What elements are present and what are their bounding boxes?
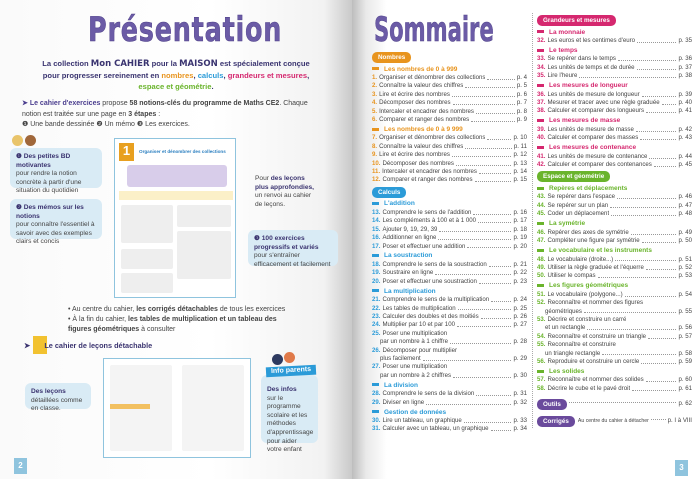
toc-item[interactable]: 30. Lire un tableau, un graphique p. 33 — [372, 417, 527, 424]
toc-corriges[interactable]: Corrigés Au centre du cahier à détacher p. I à VIII — [537, 414, 692, 428]
toc-group-heading: Le vocabulaire et les instruments — [537, 247, 692, 255]
callout-memo: ❷ Des mémos sur les notions pour connaître l'essentiel à savoir avec des exemples clairs et concis — [10, 199, 102, 239]
square-bullet-icon — [537, 84, 544, 87]
toc-section — [537, 169, 692, 393]
toc-item[interactable]: 55. Reconnaître et construire — [537, 341, 616, 349]
square-bullet-icon — [537, 249, 544, 252]
toc-item[interactable]: 39. Les unités de mesure de masse p. 42 — [537, 125, 692, 133]
square-bullet-icon — [537, 370, 544, 373]
callout-exercices: ❸ 100 exercices progressifs et variés pour s'entraîner efficacement et facilement — [248, 230, 338, 266]
page-number: 3 — [675, 460, 688, 476]
toc-item[interactable]: 44. Se repérer sur un plan p. 47 — [537, 201, 692, 209]
toc-item[interactable]: 28. Comprendre le sens de la division p. 31 — [372, 390, 527, 398]
toc-item-continued[interactable]: par un nombre à 1 chiffre p. 28 — [380, 338, 527, 346]
toc-item[interactable]: 2. Connaître la valeur des chiffres p. 5 — [372, 82, 527, 90]
info-parents-badge: Info parents — [266, 365, 317, 378]
square-bullet-icon — [372, 254, 379, 257]
extras-bullets: • Au centre du cahier, les corrigés détachables de tous les exercices • À la fin du cahier, les tables de multiplication et un tableau des figures géométriques à consulter — [68, 306, 286, 333]
square-bullet-icon — [537, 119, 544, 122]
intro-text: La collection Mon CAHIER pour la MAISON est spécialement conçue pour progresser sereinement en nombres, calculs, grandeurs et mesures, espace et géométrie. — [42, 59, 310, 91]
toc-item[interactable]: 43. Se repérer dans l'espace p. 46 — [537, 193, 692, 201]
toc-group-heading: Les solides — [537, 368, 692, 376]
toc-group-heading: Le temps — [537, 47, 692, 55]
kids-illustration — [12, 135, 42, 147]
toc-item[interactable]: 11. Intercaler et encadrer des nombres p. 14 — [372, 168, 527, 176]
toc-item[interactable]: 7. Organiser et dénombrer des collections p. 10 — [372, 134, 527, 142]
toc-item[interactable]: 14. Les compléments à 100 et à 1 000 p. 17 — [372, 217, 527, 225]
toc-item[interactable]: 42. Calculer et comparer des contenances p. 45 — [537, 161, 692, 169]
toc-item[interactable]: 4. Décomposer des nombres p. 7 — [372, 99, 527, 107]
right-page-sommaire — [352, 0, 700, 479]
toc-item[interactable]: 8. Connaître la valeur des chiffres p. 11 — [372, 142, 527, 150]
toc-item[interactable]: 50. Utiliser le compas p. 53 — [537, 272, 692, 280]
toc-column-left — [372, 50, 527, 434]
toc-item[interactable]: 20. Poser et effectuer une soustraction p. 23 — [372, 277, 527, 285]
toc-item[interactable]: 40. Calculer et comparer des masses p. 43 — [537, 134, 692, 142]
toc-item[interactable]: 25. Poser une multiplication — [372, 329, 448, 337]
section-badge: Nombres — [372, 52, 411, 63]
toc-item-continued[interactable]: géométriques p. 55 — [545, 307, 692, 315]
toc-item[interactable]: 19. Soustraire en ligne p. 22 — [372, 269, 527, 277]
toc-item[interactable]: 3. Lire et écrire des nombres p. 6 — [372, 90, 527, 98]
toc-item[interactable]: 57. Reconnaître et nommer des solides p. 60 — [537, 376, 692, 384]
toc-item[interactable]: 46. Repérer des axes de symétrie p. 49 — [537, 228, 692, 236]
toc-item[interactable]: 16. Additionner en ligne p. 19 — [372, 234, 527, 242]
square-bullet-icon — [537, 146, 544, 149]
sample-title: Organiser et dénombrer des collections — [139, 149, 226, 154]
callout-detail: Des leçons détaillées comme en classe. — [25, 383, 91, 409]
toc-item[interactable]: 58. Décrire le cube et le pavé droit p. 61 — [537, 384, 692, 392]
sample-number: 1 — [119, 143, 134, 161]
toc-group-heading: Les mesures de masse — [537, 117, 692, 125]
toc-item[interactable]: 18. Comprendre le sens de la soustraction p. 21 — [372, 260, 527, 268]
toc-outils[interactable]: Outils p. 62 — [537, 397, 692, 411]
toc-group-heading: La division — [372, 382, 527, 390]
section-badge: Calculs — [372, 187, 406, 198]
toc-item-continued[interactable]: plus facilement p. 29 — [380, 354, 527, 362]
toc-group-heading: Les nombres de 0 à 999 — [372, 66, 527, 74]
toc-group-heading: La symétrie — [537, 220, 692, 228]
parents-illustration — [272, 352, 298, 366]
callout-lecons: Pour des leçons plus approfondies, un renvoi au cahier de leçons. — [255, 175, 314, 208]
toc-group-heading: La soustraction — [372, 252, 527, 260]
toc-item[interactable]: 27. Poser une multiplication — [372, 363, 448, 371]
toc-item[interactable]: 12. Comparer et ranger des nombres p. 15 — [372, 176, 527, 184]
toc-item[interactable]: 15. Ajouter 9, 19, 29, 39 p. 18 — [372, 225, 527, 233]
square-bullet-icon — [537, 30, 544, 33]
exercise-description: ➤ Le cahier d'exercices propose 58 notions-clés du programme de Maths CE2. Chaque notion est traitée sur une page en 3 étapes : ❶ Une bande dessinée ❷ Un mémo ❸ Les exercices. — [22, 100, 308, 128]
callout-infos: Des infos sur le programme scolaire et les méthodes d'apprentissage pour aider votre enfant — [261, 375, 318, 443]
toc-item[interactable]: 47. Compléter une figure par symétrie p. 50 — [537, 237, 692, 245]
square-bullet-icon — [537, 284, 544, 287]
toc-item[interactable]: 23. Calculer des doubles et des moitiés p. 26 — [372, 312, 527, 320]
toc-item[interactable]: 17. Poser et effectuer une addition p. 20 — [372, 242, 527, 250]
square-bullet-icon — [372, 289, 379, 292]
toc-item[interactable]: 34. Les unités de temps et de durée p. 37 — [537, 63, 692, 71]
toc-item[interactable]: 52. Reconnaître et nommer des figures — [537, 299, 643, 307]
toc-item[interactable]: 37. Mesurer et tracer avec une règle graduée p. 40 — [537, 99, 692, 107]
toc-group-heading: Gestion de données — [372, 409, 527, 417]
square-bullet-icon — [537, 187, 544, 190]
toc-item[interactable]: 22. Les tables de multiplication p. 25 — [372, 304, 527, 312]
toc-item[interactable]: 54. Reconnaître et construire un triangle p. 57 — [537, 332, 692, 340]
square-bullet-icon — [372, 67, 379, 70]
toc-item[interactable]: 26. Décomposer pour multiplier — [372, 346, 457, 354]
toc-section — [537, 13, 692, 169]
page-title: Présentation — [88, 10, 283, 50]
toc-group-heading: L'addition — [372, 200, 527, 208]
toc-group-heading: Les mesures de longueur — [537, 82, 692, 90]
toc-item[interactable]: 31. Calculer avec un tableau, un graphique p. 34 — [372, 425, 527, 433]
toc-group-heading: Repères et déplacements — [537, 185, 692, 193]
toc-group-heading: Les mesures de contenance — [537, 144, 692, 152]
toc-item[interactable]: 38. Calculer et comparer des longueurs p. 41 — [537, 107, 692, 115]
toc-item[interactable]: 33. Se repérer dans le temps p. 36 — [537, 55, 692, 63]
page-number: 2 — [14, 458, 27, 474]
toc-item[interactable]: 6. Comparer et ranger des nombres p. 9 — [372, 116, 527, 124]
toc-group-heading: La monnaie — [537, 29, 692, 37]
sample-exercise-page — [114, 138, 236, 298]
square-bullet-icon — [537, 49, 544, 52]
toc-group-heading: La multiplication — [372, 288, 527, 296]
toc-item[interactable]: 45. Coder un déplacement p. 48 — [537, 210, 692, 218]
toc-group-heading: Les figures géométriques — [537, 282, 692, 290]
square-bullet-icon — [372, 410, 379, 413]
square-bullet-icon — [537, 222, 544, 225]
toc-item[interactable]: 35. Lire l'heure p. 38 — [537, 72, 692, 80]
toc-item[interactable]: 1. Organiser et dénombrer des collections p. 4 — [372, 74, 527, 81]
toc-item[interactable]: 48. Le vocabulaire (droite...) p. 51 — [537, 255, 692, 263]
toc-item[interactable]: 13. Comprendre le sens de l'addition p. 16 — [372, 208, 527, 216]
square-bullet-icon — [372, 202, 379, 205]
toc-item[interactable]: 21. Comprendre le sens de la multiplication p. 24 — [372, 296, 527, 304]
toc-item[interactable]: 32. Les euros et les centimes d'euro p. 35 — [537, 37, 692, 44]
toc-item[interactable]: 53. Décrire et construire un carré — [537, 315, 627, 323]
toc-item[interactable]: 29. Diviser en ligne p. 32 — [372, 398, 527, 406]
callout-bd: ❶ Des petites BD motivantes pour rendre la notion concrète à partir d'une situation du quotidien — [10, 148, 102, 188]
toc-item[interactable]: 5. Intercaler et encadrer des nombres p. 8 — [372, 107, 527, 115]
page-title: Sommaire — [374, 10, 494, 50]
toc-item-continued[interactable]: un triangle rectangle p. 58 — [545, 349, 692, 357]
toc-column-right — [532, 13, 692, 428]
section-badge: Espace et géométrie — [537, 171, 610, 182]
toc-item[interactable]: 10. Décomposer des nombres p. 13 — [372, 159, 527, 167]
toc-group-heading: Les nombres de 0 à 9 999 — [372, 126, 527, 134]
section-badge: Grandeurs et mesures — [537, 15, 616, 26]
square-bullet-icon — [372, 128, 379, 131]
square-bullet-icon — [372, 383, 379, 386]
toc-item[interactable]: 9. Lire et écrire des nombres p. 12 — [372, 151, 527, 159]
toc-item-continued[interactable]: et un rectangle p. 56 — [545, 324, 692, 332]
toc-item[interactable]: 49. Utiliser la règle graduée et l'équerre p. 52 — [537, 263, 692, 271]
sample-lesson-spread — [103, 358, 251, 458]
toc-item-continued[interactable]: par un nombre à 2 chiffres p. 30 — [380, 371, 527, 379]
toc-item[interactable]: 24. Multiplier par 10 et par 100 p. 27 — [372, 321, 527, 329]
toc-item[interactable]: 41. Les unités de mesure de contenance p. 44 — [537, 152, 692, 160]
toc-item[interactable]: 56. Reproduire et construire un cercle p. 59 — [537, 357, 692, 365]
toc-item[interactable]: 36. Les unités de mesure de longueur p. 39 — [537, 90, 692, 98]
toc-section — [372, 50, 527, 185]
toc-section — [372, 185, 527, 434]
lesson-heading: ➤ Le cahier de leçons détachable — [24, 341, 153, 350]
toc-item[interactable]: 51. Le vocabulaire (polygone...) p. 54 — [537, 290, 692, 298]
